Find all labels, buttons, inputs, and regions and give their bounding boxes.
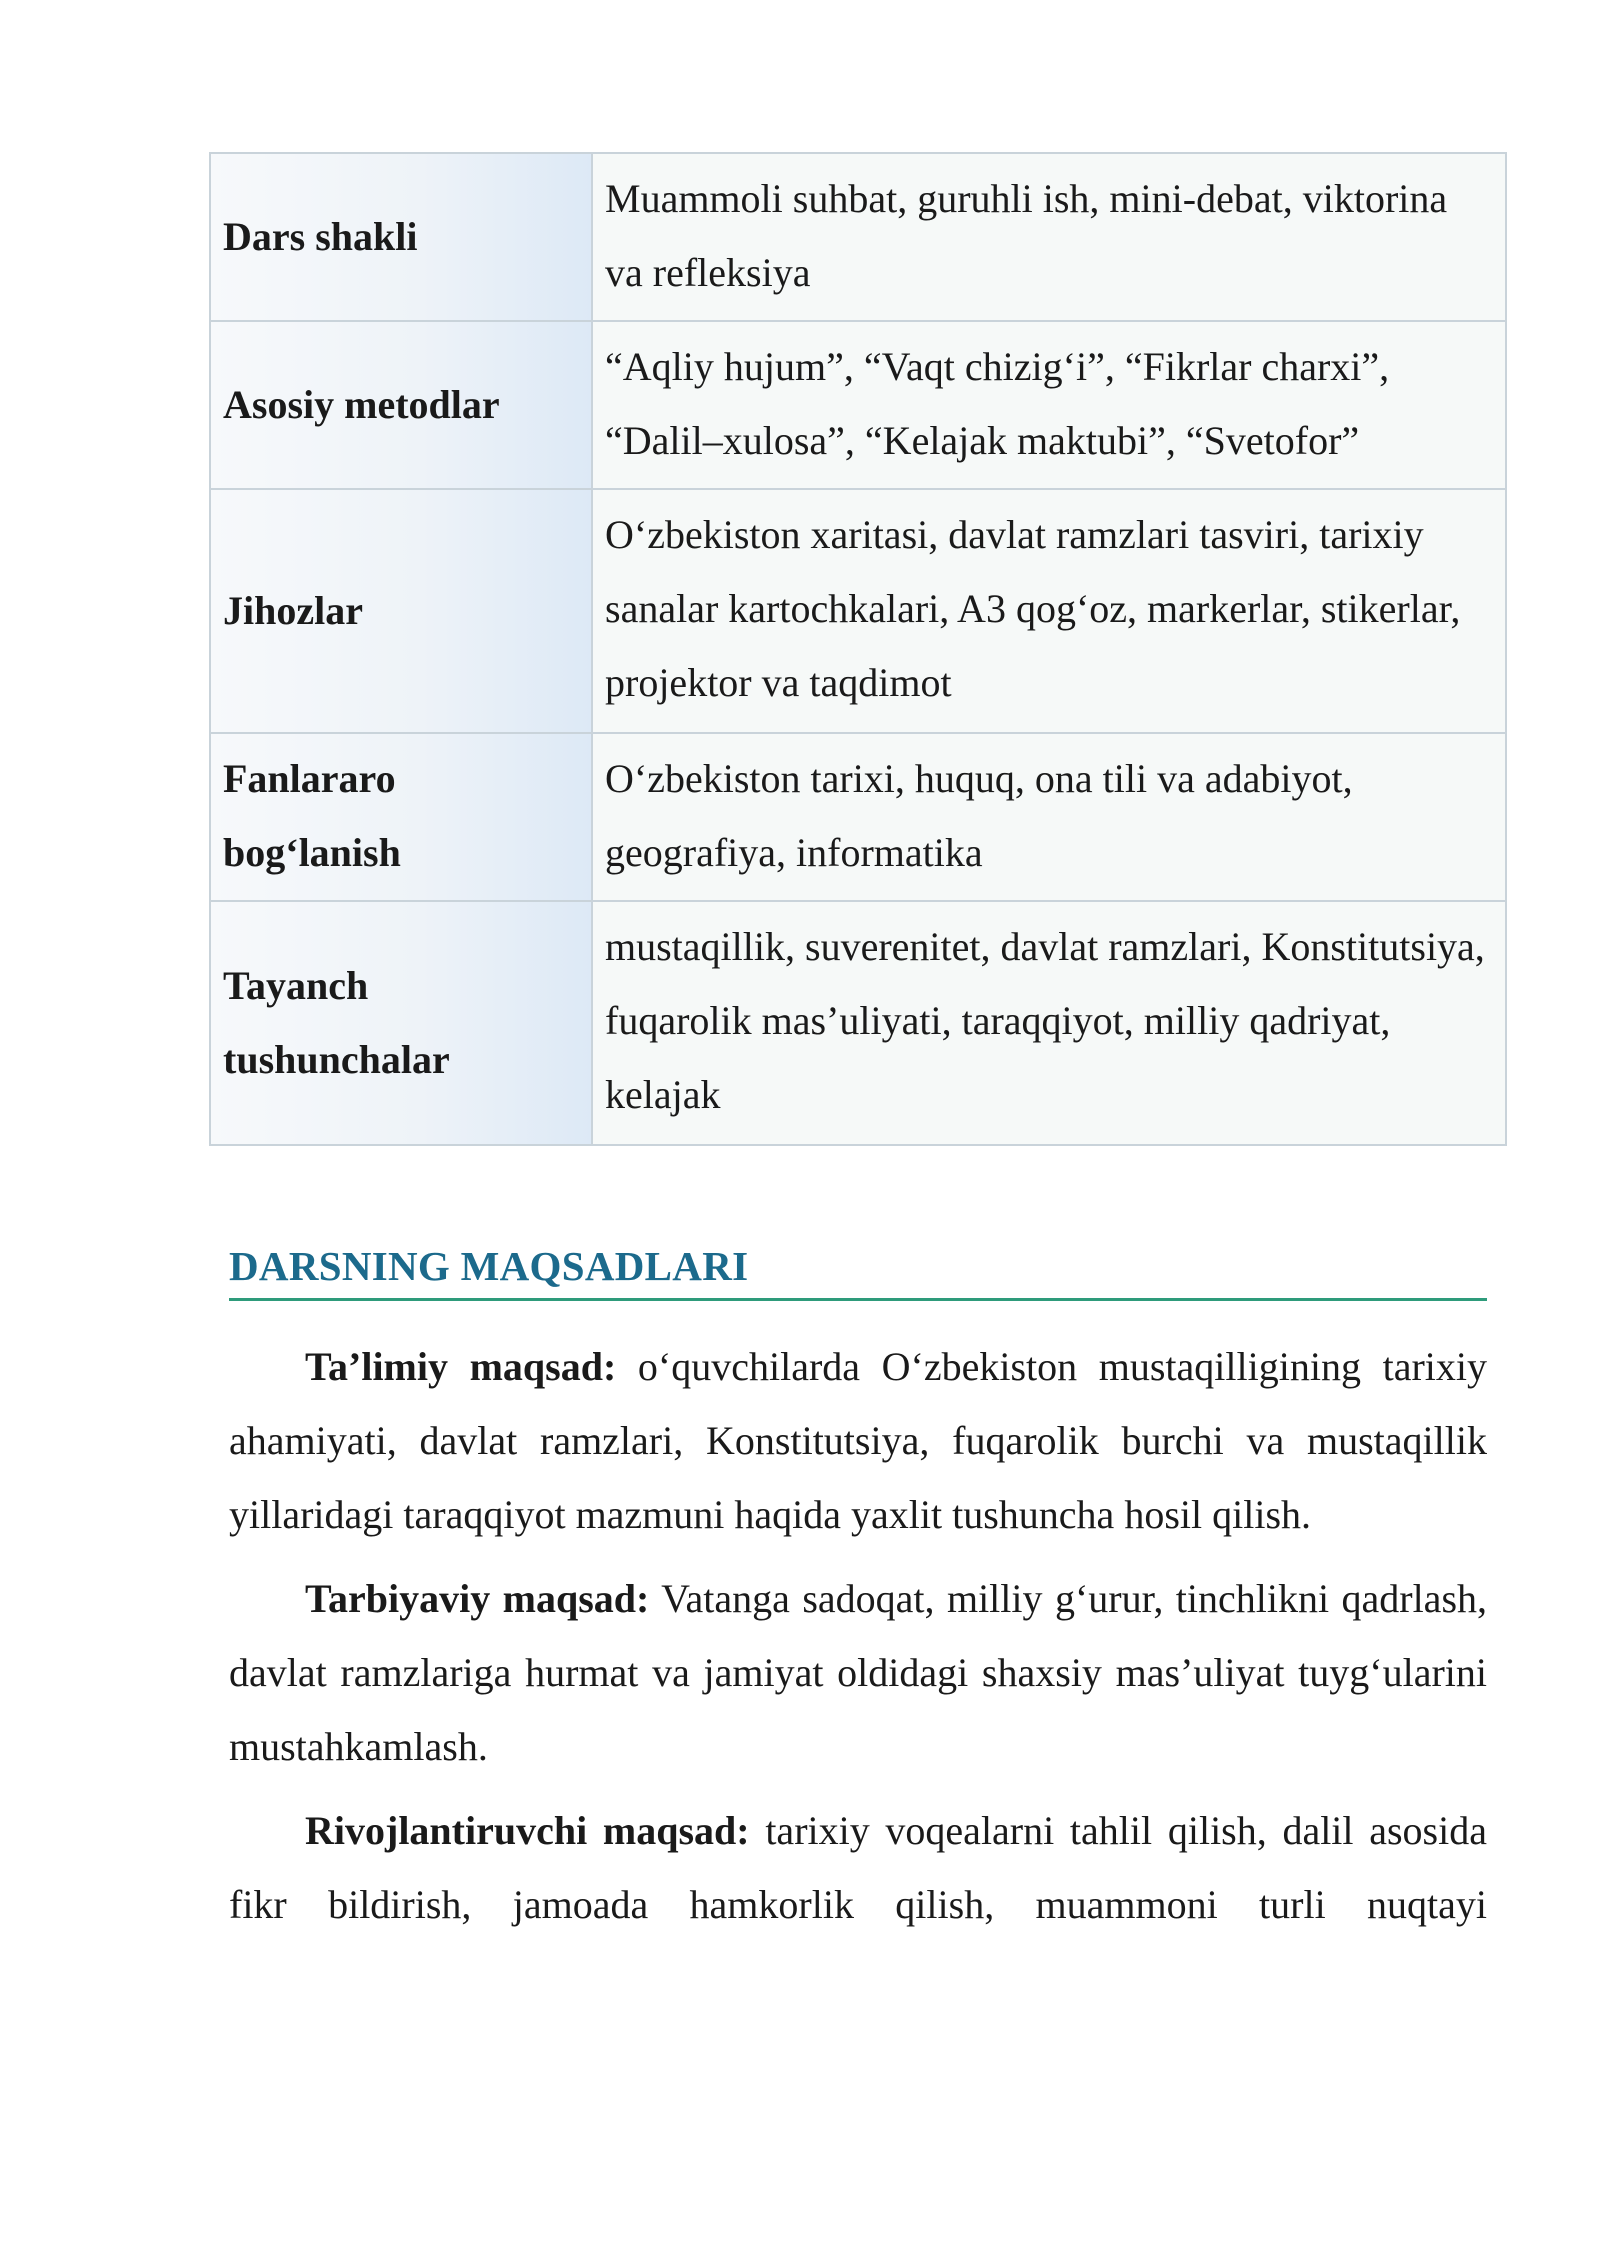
table-row xyxy=(210,153,1506,321)
goals-text xyxy=(229,1330,1487,1952)
row-value: Muammoli suhbat, guruhli ish, mini-debat, viktorina va refleksiya xyxy=(592,153,1506,321)
lesson-info-table xyxy=(209,152,1507,1146)
goal-paragraph xyxy=(229,1794,1487,1942)
row-value: “Aqliy hujum”, “Vaqt chizig‘i”, “Fikrlar charxi”, “Dalil–xulosa”, “Kelajak maktubi”, “Svetofor” xyxy=(592,321,1506,489)
row-label: Tayanch tushunchalar xyxy=(210,901,592,1145)
row-value: O‘zbekiston xaritasi, davlat ramzlari tasviri, tarixiy sanalar kartochkalari, A3 qog‘oz, markerlar, stikerlar, projektor va taqdimot xyxy=(592,489,1506,733)
table-row xyxy=(210,321,1506,489)
goal-paragraph xyxy=(229,1330,1487,1552)
row-label: Dars shakli xyxy=(210,153,592,321)
goal-paragraph xyxy=(229,1562,1487,1784)
goal-title: Rivojlantiruvchi maqsad: xyxy=(305,1808,750,1853)
table-row xyxy=(210,733,1506,901)
row-label: Fanlararo bog‘lanish xyxy=(210,733,592,901)
row-value: mustaqillik, suverenitet, davlat ramzlari, Konstitutsiya, fuqarolik mas’uliyati, taraqqiyot, milliy qadriyat, kelajak xyxy=(592,901,1506,1145)
table-row xyxy=(210,901,1506,1145)
row-value: O‘zbekiston tarixi, huquq, ona tili va adabiyot, geografiya, informatika xyxy=(592,733,1506,901)
goal-text: o‘quvchilarda O‘zbekiston mustaqilligining tarixiy ahamiyati, davlat ramzlari, Konstitutsiya, fuqarolik burchi va mustaqillik yillaridagi taraqqiyot mazmuni haqida yaxlit tushuncha hosil qilish. xyxy=(229,1344,1487,1537)
goal-text: Vatanga sadoqat, milliy g‘urur, tinchlikni qadrlash, davlat ramzlariga hurmat va jamiyat oldidagi shaxsiy mas’uliyat tuyg‘ularini mustahkamlash. xyxy=(229,1576,1488,1769)
section-heading: DARSNING MAQSADLARI xyxy=(229,1240,1487,1301)
row-label: Jihozlar xyxy=(210,489,592,733)
table-row xyxy=(210,489,1506,733)
goal-text: tarixiy voqealarni tahlil qilish, dalil asosida fikr bildirish, jamoada hamkorlik qilish, muammoni turli nuqtayi xyxy=(229,1808,1487,1927)
goal-title: Tarbiyaviy maqsad: xyxy=(305,1576,650,1621)
row-label: Asosiy metodlar xyxy=(210,321,592,489)
goal-title: Ta’limiy maqsad: xyxy=(305,1344,617,1389)
